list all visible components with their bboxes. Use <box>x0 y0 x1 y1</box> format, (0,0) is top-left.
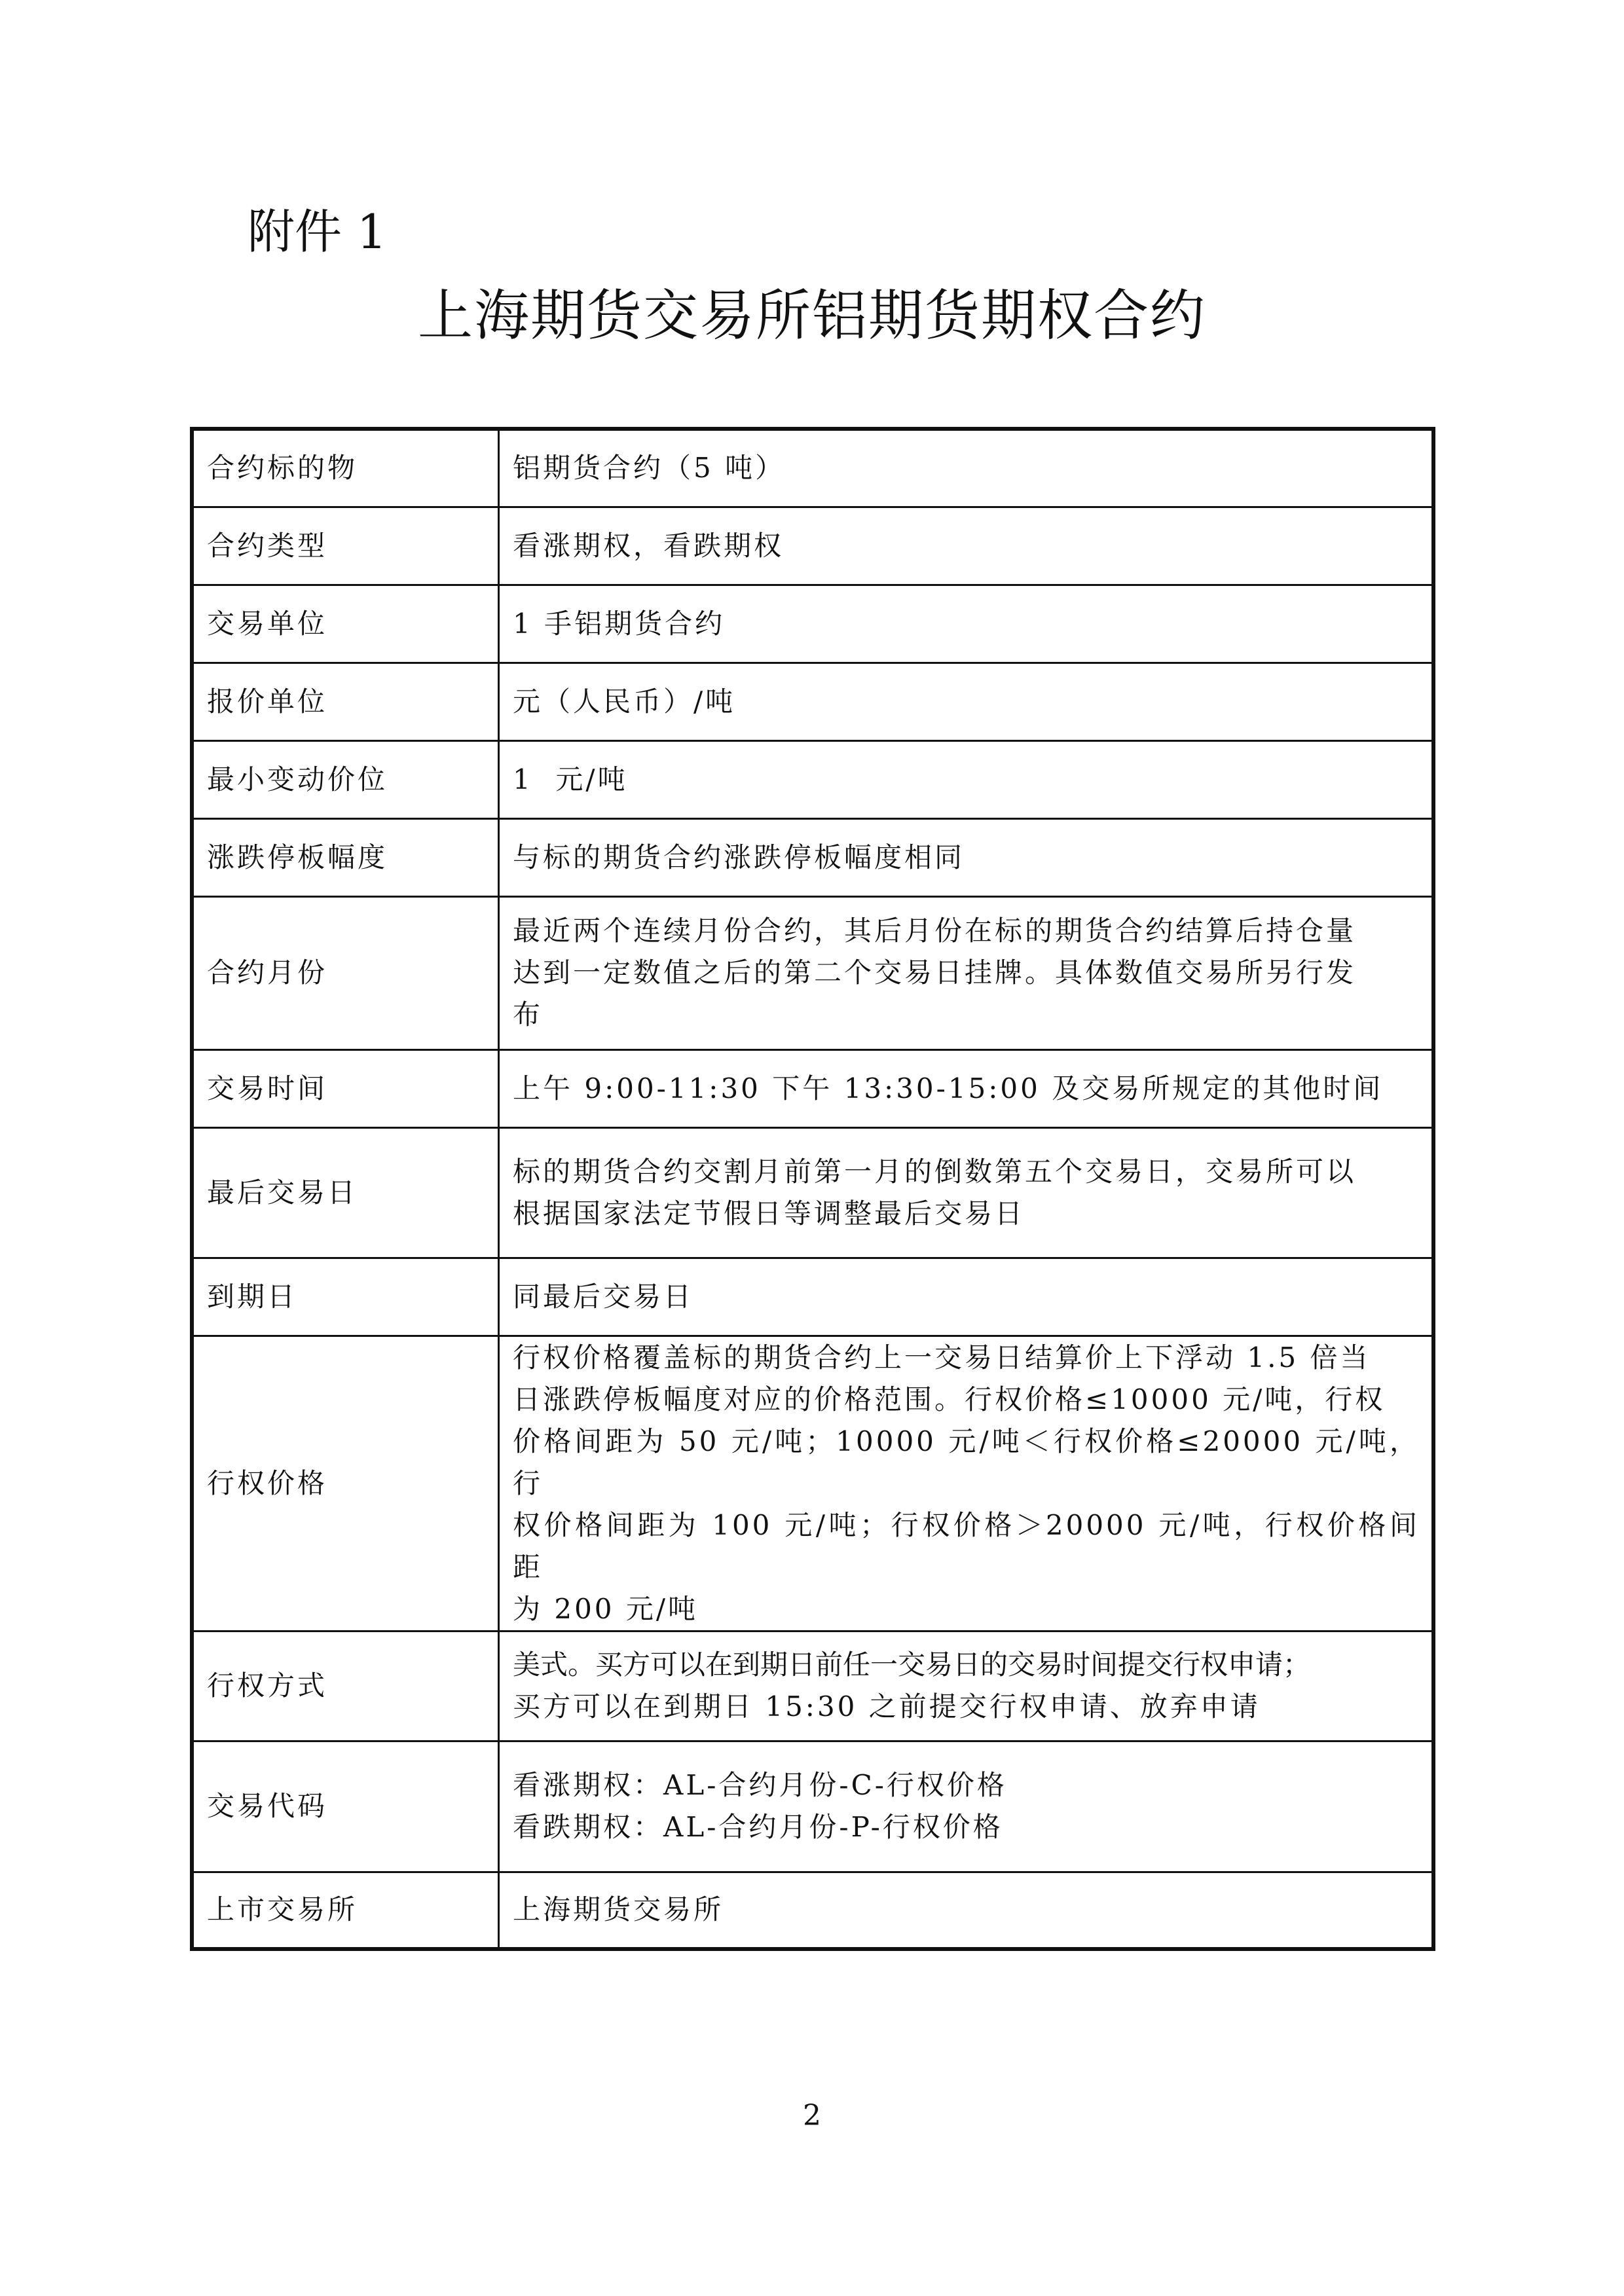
value-line: 元（人民币）/吨 <box>513 685 736 718</box>
value-line: 日涨跌停板幅度对应的价格范围。行权价格≤10000 元/吨，行权 <box>513 1383 1386 1415</box>
row-label: 报价单位 <box>192 663 499 740</box>
row-label: 最小变动价位 <box>192 740 499 818</box>
row-label: 上市交易所 <box>192 1872 499 1949</box>
row-value <box>499 1741 1434 1872</box>
row-value <box>499 1049 1434 1127</box>
table-row <box>192 818 1433 896</box>
value-line: 同最后交易日 <box>513 1280 694 1313</box>
value-line: 根据国家法定节假日等调整最后交易日 <box>513 1197 1025 1230</box>
value-line: 上海期货交易所 <box>513 1893 724 1926</box>
row-value <box>499 585 1434 663</box>
table-row <box>192 1336 1433 1631</box>
table-row <box>192 1258 1433 1336</box>
contract-spec-table <box>190 427 1435 1951</box>
row-label: 行权价格 <box>192 1336 499 1631</box>
value-line: 看涨期权：AL-合约月份-C-行权价格 <box>513 1769 1007 1801</box>
value-line: 标的期货合约交割月前第一月的倒数第五个交易日，交易所可以 <box>513 1155 1357 1188</box>
page-number: 2 <box>803 2099 821 2132</box>
row-value <box>499 1127 1434 1258</box>
row-label: 合约类型 <box>192 507 499 585</box>
value-line: 看跌期权：AL-合约月份-P-行权价格 <box>513 1811 1003 1843</box>
value-line: 为 200 元/吨 <box>513 1592 699 1625</box>
row-label: 行权方式 <box>192 1631 499 1741</box>
row-value <box>499 740 1434 818</box>
value-line: 行权价格覆盖标的期货合约上一交易日结算价上下浮动 1.5 倍当 <box>513 1341 1371 1374</box>
row-label: 合约月份 <box>192 896 499 1049</box>
row-value <box>499 1872 1434 1949</box>
document-title: 上海期货交易所铝期货期权合约 <box>417 283 1206 348</box>
row-label: 交易时间 <box>192 1049 499 1127</box>
value-line: 最近两个连续月份合约，其后月份在标的期货合约结算后持仓量 <box>513 915 1357 947</box>
row-value <box>499 1631 1434 1741</box>
value-line: 价格间距为 50 元/吨；10000 元/吨＜行权价格≤20000 元/吨，行 <box>513 1425 1420 1499</box>
row-label: 涨跌停板幅度 <box>192 818 499 896</box>
value-line: 看涨期权，看跌期权 <box>513 529 784 562</box>
value-line: 买方可以在到期日 15:30 之前提交行权申请、放弃申请 <box>513 1690 1261 1722</box>
value-line: 布 <box>513 998 544 1030</box>
row-label: 合约标的物 <box>192 429 499 507</box>
value-line: 权价格间距为 100 元/吨；行权价格＞20000 元/吨，行权价格间距 <box>513 1508 1420 1583</box>
table-row <box>192 1127 1433 1258</box>
row-value <box>499 429 1434 507</box>
value-line: 上午 9:00-11:30 下午 13:30-15:00 及交易所规定的其他时间 <box>513 1072 1384 1104</box>
value-line: 美式。买方可以在到期日前任一交易日的交易时间提交行权申请； <box>513 1649 1311 1681</box>
row-value <box>499 663 1434 740</box>
row-label: 交易代码 <box>192 1741 499 1872</box>
table-row <box>192 896 1433 1049</box>
value-line: 1 元/吨 <box>513 763 628 795</box>
row-value <box>499 818 1434 896</box>
table-row <box>192 507 1433 585</box>
table-row <box>192 1049 1433 1127</box>
row-label: 到期日 <box>192 1258 499 1336</box>
table-row <box>192 1631 1433 1741</box>
value-line: 达到一定数值之后的第二个交易日挂牌。具体数值交易所另行发 <box>513 957 1357 989</box>
row-label: 最后交易日 <box>192 1127 499 1258</box>
table-row <box>192 1872 1433 1949</box>
row-value <box>499 1336 1434 1631</box>
table-row <box>192 1741 1433 1872</box>
attachment-label: 附件 1 <box>248 204 387 259</box>
row-value <box>499 896 1434 1049</box>
table-row <box>192 740 1433 818</box>
table-row <box>192 429 1433 507</box>
value-line: 1 手铝期货合约 <box>513 607 726 640</box>
row-value <box>499 1258 1434 1336</box>
row-value <box>499 507 1434 585</box>
table-row <box>192 663 1433 740</box>
table-row <box>192 585 1433 663</box>
value-line: 铝期货合约（5 吨） <box>513 452 786 484</box>
value-line: 与标的期货合约涨跌停板幅度相同 <box>513 841 965 873</box>
row-label: 交易单位 <box>192 585 499 663</box>
